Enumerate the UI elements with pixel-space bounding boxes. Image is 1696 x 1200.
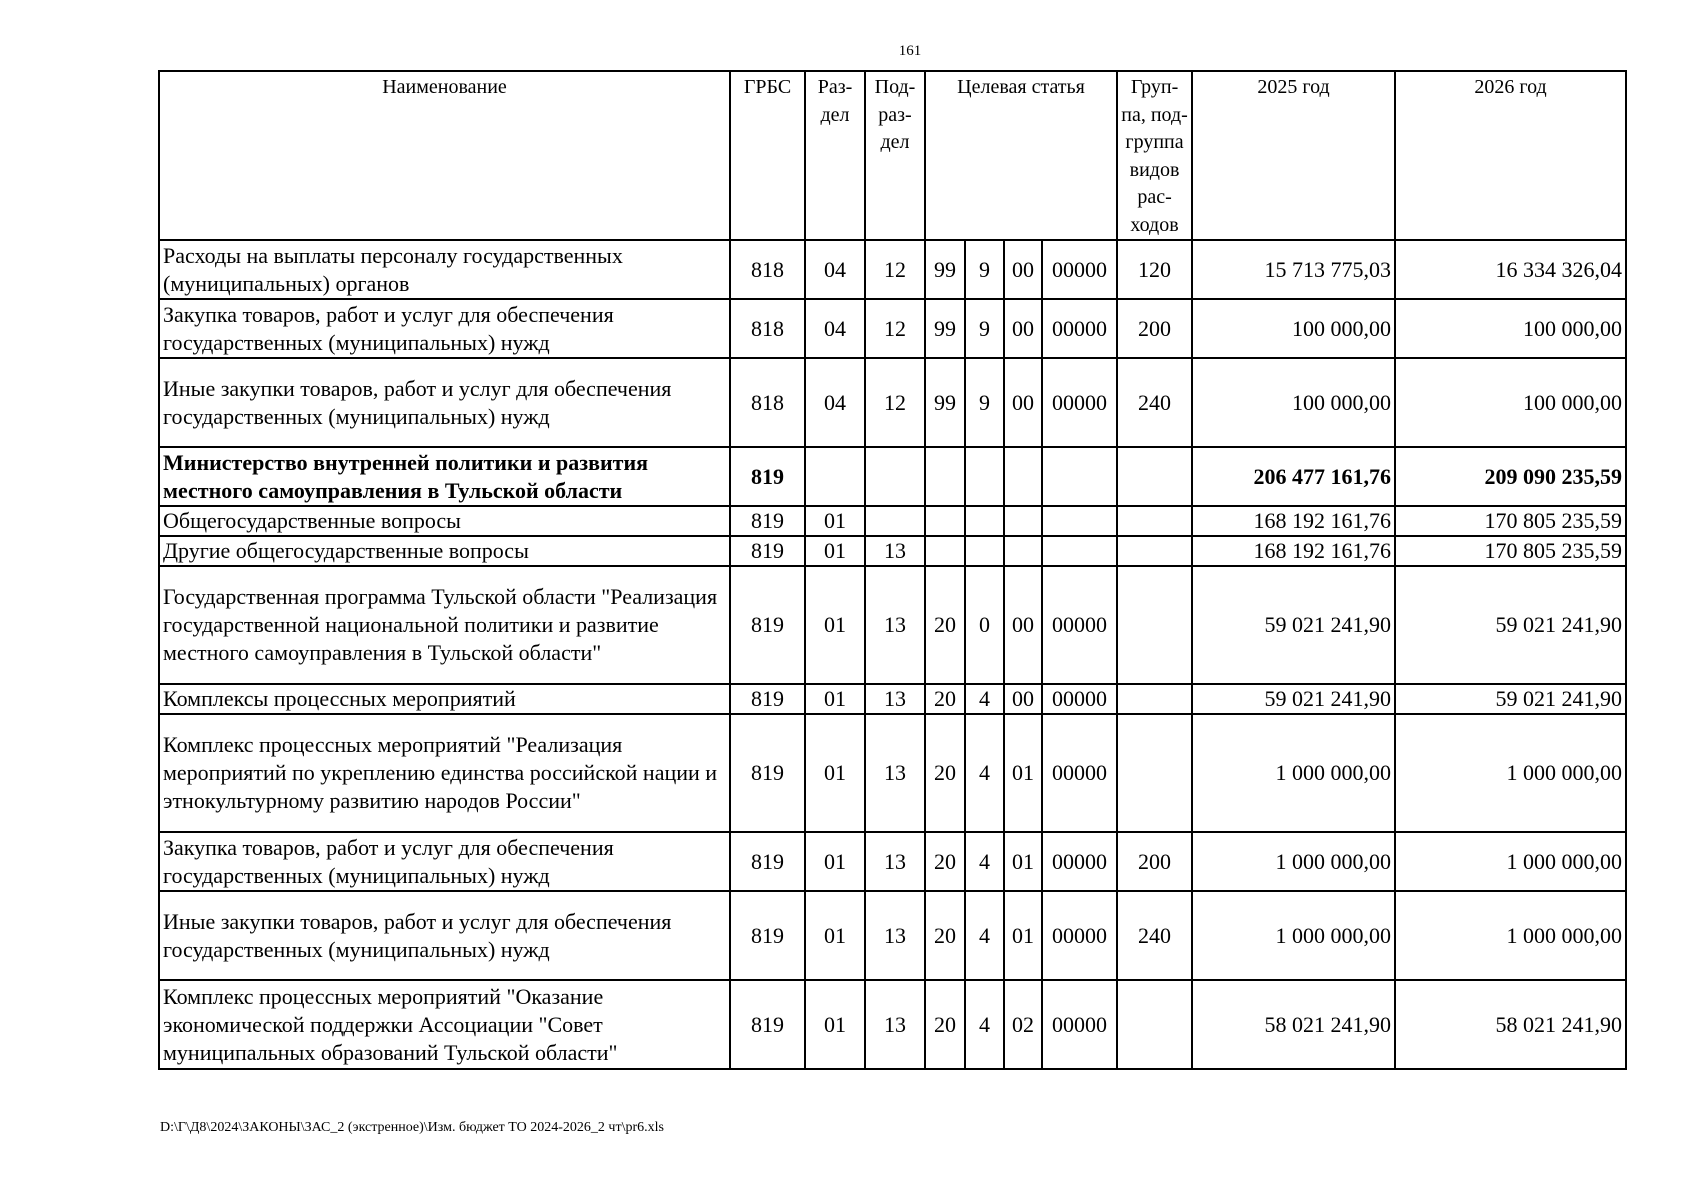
row-amount-2026: 100 000,00 [1395,358,1626,447]
header-year-2025: 2025 год [1192,71,1395,240]
row-target-type: 9 [965,299,1004,358]
row-razdel: 01 [805,506,865,536]
row-razdel: 04 [805,299,865,358]
row-podrazdel: 13 [865,832,925,891]
row-grbs: 819 [730,506,805,536]
row-target-program: 99 [925,240,965,299]
row-razdel: 01 [805,980,865,1069]
row-grbs: 818 [730,240,805,299]
row-target-subprogram: 00 [1004,684,1042,714]
row-expense-group: 200 [1117,832,1192,891]
row-expense-group [1117,714,1192,832]
row-amount-2026: 100 000,00 [1395,299,1626,358]
row-amount-2025: 58 021 241,90 [1192,980,1395,1069]
row-amount-2025: 59 021 241,90 [1192,684,1395,714]
row-podrazdel: 13 [865,684,925,714]
row-target-direction: 00000 [1042,891,1117,980]
row-grbs: 819 [730,684,805,714]
row-name: Другие общегосударственные вопросы [159,536,730,566]
header-name: Наименование [159,71,730,240]
row-target-program: 20 [925,566,965,684]
row-target-type: 4 [965,714,1004,832]
row-expense-group: 200 [1117,299,1192,358]
row-expense-group [1117,980,1192,1069]
row-target-type: 9 [965,240,1004,299]
row-name: Комплексы процессных мероприятий [159,684,730,714]
table-row [159,980,1626,1069]
row-target-direction: 00000 [1042,684,1117,714]
row-name: Расходы на выплаты персоналу государственных (муниципальных) органов [159,240,730,299]
row-target-type: 4 [965,684,1004,714]
row-target-direction: 00000 [1042,358,1117,447]
table-row [159,714,1626,832]
row-razdel: 01 [805,832,865,891]
row-grbs: 818 [730,358,805,447]
row-expense-group: 240 [1117,891,1192,980]
row-name: Закупка товаров, работ и услуг для обеспечения государственных (муниципальных) нужд [159,299,730,358]
row-target-program [925,447,965,506]
row-razdel: 01 [805,684,865,714]
row-amount-2025: 1 000 000,00 [1192,714,1395,832]
row-grbs: 819 [730,891,805,980]
row-name: Иные закупки товаров, работ и услуг для обеспечения государственных (муниципальных) нужд [159,891,730,980]
row-grbs: 819 [730,447,805,506]
row-target-subprogram [1004,447,1042,506]
row-target-subprogram: 00 [1004,299,1042,358]
row-amount-2025: 1 000 000,00 [1192,891,1395,980]
row-amount-2025: 15 713 775,03 [1192,240,1395,299]
header-podrazdel: Под- раз- дел [865,71,925,240]
row-amount-2025: 100 000,00 [1192,358,1395,447]
row-grbs: 819 [730,566,805,684]
row-razdel: 01 [805,891,865,980]
row-target-type: 4 [965,891,1004,980]
header-year-2026: 2026 год [1395,71,1626,240]
row-razdel: 01 [805,536,865,566]
row-target-type [965,447,1004,506]
row-name: Комплекс процессных мероприятий "Оказание экономической поддержки Ассоциации "Совет муниципальных образований Тульской области" [159,980,730,1069]
row-name: Государственная программа Тульской области "Реализация государственной национальной политики и развитие местного самоуправления в Тульской области" [159,566,730,684]
row-expense-group [1117,566,1192,684]
row-amount-2026: 170 805 235,59 [1395,506,1626,536]
row-expense-group: 240 [1117,358,1192,447]
row-amount-2025: 59 021 241,90 [1192,566,1395,684]
row-target-direction: 00000 [1042,566,1117,684]
row-expense-group [1117,536,1192,566]
row-amount-2026: 209 090 235,59 [1395,447,1626,506]
row-amount-2025: 206 477 161,76 [1192,447,1395,506]
header-razdel: Раз- дел [805,71,865,240]
row-target-direction [1042,536,1117,566]
row-target-type: 0 [965,566,1004,684]
row-podrazdel: 13 [865,714,925,832]
row-amount-2026: 16 334 326,04 [1395,240,1626,299]
row-amount-2025: 168 192 161,76 [1192,506,1395,536]
header-target-article: Целевая статья [925,71,1117,240]
row-target-direction [1042,447,1117,506]
row-podrazdel: 12 [865,240,925,299]
row-razdel: 01 [805,566,865,684]
row-target-program: 20 [925,714,965,832]
row-razdel: 04 [805,240,865,299]
row-target-subprogram: 02 [1004,980,1042,1069]
row-target-subprogram: 00 [1004,358,1042,447]
row-target-direction: 00000 [1042,980,1117,1069]
row-target-subprogram: 00 [1004,240,1042,299]
row-razdel: 04 [805,358,865,447]
row-target-type: 4 [965,980,1004,1069]
row-amount-2026: 1 000 000,00 [1395,891,1626,980]
row-target-program: 20 [925,980,965,1069]
row-target-program: 20 [925,684,965,714]
row-amount-2026: 59 021 241,90 [1395,566,1626,684]
table-row [159,536,1626,566]
table-row [159,684,1626,714]
row-razdel: 01 [805,714,865,832]
header-grbs: ГРБС [730,71,805,240]
row-target-direction: 00000 [1042,240,1117,299]
row-name: Комплекс процессных мероприятий "Реализация мероприятий по укреплению единства российской нации и этнокультурному развитию народов России" [159,714,730,832]
row-target-type [965,506,1004,536]
row-amount-2026: 59 021 241,90 [1395,684,1626,714]
row-target-program: 99 [925,299,965,358]
row-target-direction: 00000 [1042,832,1117,891]
row-podrazdel [865,506,925,536]
row-amount-2025: 168 192 161,76 [1192,536,1395,566]
header-expense-group: Груп- па, под- группа видов рас- ходов [1117,71,1192,240]
table-row [159,447,1626,506]
table-header-row [159,71,1626,240]
row-target-subprogram: 01 [1004,714,1042,832]
row-podrazdel: 12 [865,358,925,447]
row-target-type: 4 [965,832,1004,891]
footer-file-path: D:\Г\Д8\2024\ЗАКОНЫ\ЗАС_2 (экстренное)\Изм. бюджет ТО 2024-2026_2 чт\pr6.xls [160,1120,664,1135]
table-row [159,299,1626,358]
table-row [159,566,1626,684]
row-grbs: 819 [730,536,805,566]
row-name: Иные закупки товаров, работ и услуг для обеспечения государственных (муниципальных) нужд [159,358,730,447]
row-target-type [965,536,1004,566]
row-expense-group [1117,684,1192,714]
row-expense-group [1117,506,1192,536]
table-row [159,240,1626,299]
table-row [159,891,1626,980]
row-target-program: 20 [925,891,965,980]
row-target-subprogram: 01 [1004,832,1042,891]
row-target-program [925,506,965,536]
row-expense-group [1117,447,1192,506]
budget-table [158,70,1627,1070]
row-amount-2026: 58 021 241,90 [1395,980,1626,1069]
table-row [159,358,1626,447]
row-razdel [805,447,865,506]
row-target-program: 20 [925,832,965,891]
row-podrazdel [865,447,925,506]
table-row [159,506,1626,536]
row-target-subprogram: 00 [1004,566,1042,684]
row-name: Министерство внутренней политики и развития местного самоуправления в Тульской области [159,447,730,506]
row-podrazdel: 13 [865,891,925,980]
table-row [159,832,1626,891]
row-target-direction [1042,506,1117,536]
row-podrazdel: 13 [865,980,925,1069]
row-grbs: 819 [730,980,805,1069]
row-podrazdel: 12 [865,299,925,358]
row-target-subprogram [1004,506,1042,536]
row-amount-2026: 1 000 000,00 [1395,714,1626,832]
row-amount-2026: 1 000 000,00 [1395,832,1626,891]
row-expense-group: 120 [1117,240,1192,299]
row-target-type: 9 [965,358,1004,447]
row-amount-2025: 1 000 000,00 [1192,832,1395,891]
row-podrazdel: 13 [865,566,925,684]
row-podrazdel: 13 [865,536,925,566]
table-body [159,240,1626,1069]
row-grbs: 819 [730,832,805,891]
row-target-program: 99 [925,358,965,447]
row-grbs: 819 [730,714,805,832]
row-grbs: 818 [730,299,805,358]
row-target-direction: 00000 [1042,714,1117,832]
row-target-direction: 00000 [1042,299,1117,358]
page-number: 161 [898,43,922,59]
row-name: Закупка товаров, работ и услуг для обеспечения государственных (муниципальных) нужд [159,832,730,891]
row-target-program [925,536,965,566]
row-name: Общегосударственные вопросы [159,506,730,536]
row-amount-2026: 170 805 235,59 [1395,536,1626,566]
row-amount-2025: 100 000,00 [1192,299,1395,358]
row-target-subprogram: 01 [1004,891,1042,980]
row-target-subprogram [1004,536,1042,566]
